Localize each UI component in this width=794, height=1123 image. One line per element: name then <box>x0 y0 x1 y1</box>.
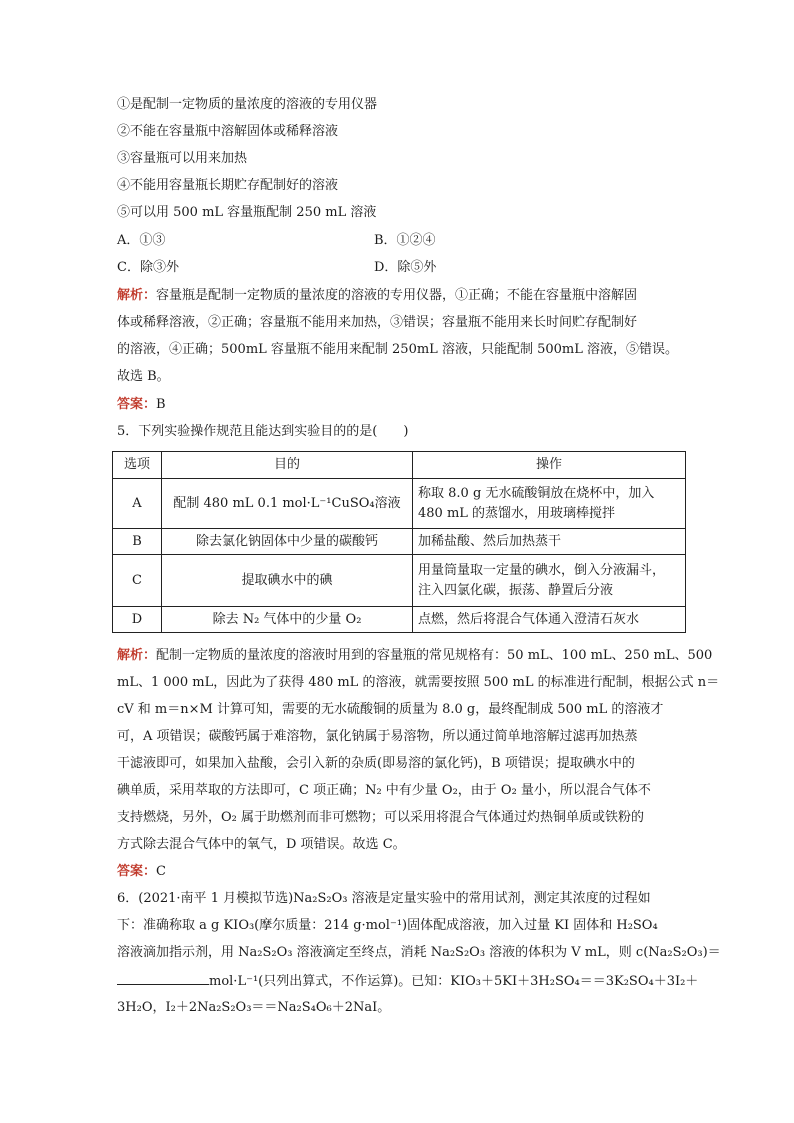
row-goal: 提取碘水中的碘 <box>162 555 413 607</box>
q4-option-d: D．除⑤外 <box>374 260 437 275</box>
q5-analysis-line-5: 干滤液即可，如果加入盐酸，会引入新的杂质(即易溶的氯化钙)，B 项错误；提取碘水中的 <box>117 756 635 771</box>
table-row <box>113 529 686 555</box>
q4-analysis-line-4: 故选 B。 <box>117 369 170 384</box>
q4-analysis-line-1 <box>117 286 637 306</box>
row-operation-line-1: 称取 8.0 g 无水硫酸铜放在烧杯中，加入 <box>418 485 655 501</box>
q4-answer-value: B <box>156 397 166 412</box>
row-goal: 除去氯化钠固体中少量的碳酸钙 <box>162 529 413 555</box>
table-header-row <box>113 452 686 479</box>
q5-analysis-line-1 <box>117 646 712 666</box>
q6-line-1: 6．(2021·南平 1 月模拟节选)Na₂S₂O₃ 溶液是定量实验中的常用试剂，测定其浓度的过程如 <box>117 891 651 906</box>
q5-answer-label: 答案： <box>117 864 157 879</box>
q4-answer-line <box>117 395 166 415</box>
q4-option-a: A．①③ <box>117 233 166 248</box>
row-operation: 点燃，然后将混合气体通入澄清石灰水 <box>413 607 686 633</box>
q5-options-table <box>112 451 686 633</box>
q4-option-c: C．除③外 <box>117 260 179 275</box>
q5-analysis-label: 解析： <box>117 648 157 663</box>
row-goal: 除去 N₂ 气体中的少量 O₂ <box>162 607 413 633</box>
q5-analysis-line-2: mL、1 000 mL，因此为了获得 480 mL 的溶液，就需要按照 500 mL 的标准进行配制，根据公式 n＝ <box>117 675 720 690</box>
table-row <box>113 555 686 607</box>
q6-line-3: 溶液滴加指示剂，用 Na₂S₂O₃ 溶液滴定至终点，消耗 Na₂S₂O₃ 溶液的体积为 V mL，则 c(Na₂S₂O₃)＝ <box>117 945 721 960</box>
q5-analysis-line-4: 可，A 项错误；碳酸钙属于难溶物，氯化钠属于易溶物，所以通过简单地溶解过滤再加热蒸 <box>117 729 638 744</box>
q4-item-5: ⑤可以用 500 mL 容量瓶配制 250 mL 溶液 <box>117 205 377 220</box>
row-operation <box>413 555 686 607</box>
q5-analysis-line-6: 碘单质，采用萃取的方法即可，C 项正确；N₂ 中有少量 O₂，由于 O₂ 量小，所以混合气体不 <box>117 783 651 798</box>
row-option: A <box>113 479 162 529</box>
header-goal: 目的 <box>162 452 413 479</box>
q4-option-b: B．①②④ <box>374 233 436 248</box>
q4-analysis-text-1: 容量瓶是配制一定物质的量浓度的溶液的专用仪器，①正确；不能在容量瓶中溶解固 <box>156 288 638 303</box>
row-operation-line-2: 注入四氯化碳，振荡、静置后分液 <box>418 582 614 598</box>
row-operation-line-1: 用量筒量取一定量的碘水，倒入分液漏斗， <box>418 562 666 578</box>
row-option: B <box>113 529 162 555</box>
q4-item-3: ③容量瓶可以用来加热 <box>117 151 248 166</box>
row-goal: 配制 480 mL 0.1 mol·L⁻¹CuSO₄溶液 <box>162 479 413 529</box>
q4-item-2: ②不能在容量瓶中溶解固体或稀释溶液 <box>117 124 339 139</box>
q6-line-2: 下：准确称取 a g KIO₃(摩尔质量：214 g·mol⁻¹)固体配成溶液，加入过量 KI 固体和 H₂SO₄ <box>117 918 658 933</box>
q4-analysis-line-3: 的溶液，④正确；500mL 容量瓶不能用来配制 250mL 溶液，只能配制 500mL 溶液，⑤错误。 <box>117 342 678 357</box>
q6-line-4-text: mol·L⁻¹(只列出算式，不作运算)。已知：KIO₃＋5KI＋3H₂SO₄＝＝3K₂SO₄＋3I₂＋ <box>209 974 699 989</box>
q5-answer-line <box>117 862 166 882</box>
q5-stem: 5．下列实验操作规范且能达到实验目的的是( ) <box>117 424 409 439</box>
row-option: D <box>113 607 162 633</box>
q5-analysis-line-7: 支持燃烧，另外，O₂ 属于助燃剂而非可燃物；可以采用将混合气体通过灼热铜单质或铁粉的 <box>117 810 645 825</box>
header-operation: 操作 <box>413 452 686 479</box>
q6-line-5: 3H₂O，I₂＋2Na₂S₂O₃＝＝Na₂S₄O₆＋2NaI。 <box>117 1000 391 1015</box>
row-operation <box>413 479 686 529</box>
q6-line-4 <box>117 970 698 992</box>
q5-analysis-text-1: 配制一定物质的量浓度的溶液时用到的容量瓶的常见规格有：50 mL、100 mL、250 mL、500 <box>156 648 713 663</box>
q4-answer-label: 答案： <box>117 397 157 412</box>
q4-item-4: ④不能用容量瓶长期贮存配制好的溶液 <box>117 178 339 193</box>
row-operation-line-2: 480 mL 的蒸馏水，用玻璃棒搅拌 <box>418 505 616 521</box>
table-row <box>113 607 686 633</box>
q5-analysis-line-8: 方式除去混合气体中的氧气，D 项错误。故选 C。 <box>117 837 406 852</box>
q5-analysis-line-3: cV 和 m＝n×M 计算可知，需要的无水硫酸铜的质量为 8.0 g，最终配制成 500 mL 的溶液才 <box>117 702 664 717</box>
answer-blank[interactable] <box>117 970 209 985</box>
table-row <box>113 479 686 529</box>
header-option: 选项 <box>113 452 162 479</box>
q4-analysis-line-2: 体或稀释溶液，②正确；容量瓶不能用来加热，③错误；容量瓶不能用来长时间贮存配制好 <box>117 315 638 330</box>
q4-analysis-label: 解析： <box>117 288 157 303</box>
q5-answer-value: C <box>156 864 166 879</box>
row-option: C <box>113 555 162 607</box>
row-operation: 加稀盐酸、然后加热蒸干 <box>413 529 686 555</box>
q4-item-1: ①是配制一定物质的量浓度的溶液的专用仪器 <box>117 97 378 112</box>
